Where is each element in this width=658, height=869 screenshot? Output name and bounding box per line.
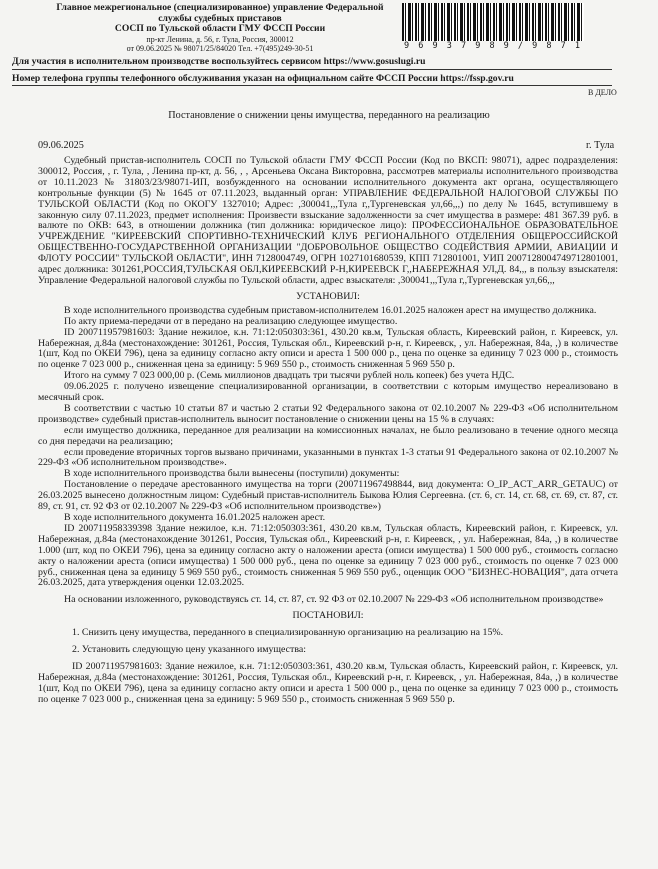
paragraph: Постановление о передаче арестованного имущества на торги (200711967498844, вид документа: O_IP_ACT_ARR_GETAUC) от 26.03.2025 вынесено должностным лицом: Судебный пристав-исполнитель Быкова Юлия Сергеевна. (ст. 6, ст. 14, ст. 68, ст. 69, ст. 87, ст. 89, ст. 91, ст. 92 ФЗ от 02.10.2007 № 229-ФЗ «Об исполнительном производстве») (38, 479, 618, 513)
outgoing-number: от 09.06.2025 № 98071/25/84020 Тел. +7(495)249-30-51 (126, 43, 314, 53)
document-body (38, 156, 618, 706)
document-date: 09.06.2025 (38, 140, 84, 151)
divider (12, 85, 612, 86)
ustanovil-heading: УСТАНОВИЛ: (296, 290, 360, 302)
divider (12, 69, 612, 70)
org-name-line2: службы судебных приставов (158, 12, 282, 24)
property-item: ID 200711957981603: Здание нежилое, к.н. 71:12:050303:361, 430.20 кв.м, Тульская область, Киреевский район, г. Киреевск, ул. Набережная, д.84а (местонахождение: 301261, Россия, Тульская обл., Киреевский р-н, г. Киреевск, , ул. Набережная, 84а, ,) в количестве 1(шт, Код по ОКЕИ 796), цена за единицу согласно акту описи и ареста 1 500 000 р., цена по оценке за единицу 7 023 000 р., стоимость по оценке 7 023 000 р., сниженная цена за единицу: 5 969 550 р., стоимость сниженная 5 969 550 р. (38, 660, 618, 705)
paragraph: По акту приема-передачи от в передано на реализацию следующее имущество. (64, 315, 398, 327)
gosuslugi-notice: Для участия в исполнительном производстве воспользуйтесь сервисом https://www.gosuslugi.ru (12, 56, 426, 67)
org-name-line3: СОСП по Тульской области ГМУ ФССП России (114, 23, 326, 34)
decision-item-2: 2. Установить следующую цену указанного имущества: (72, 644, 307, 656)
org-address: пр-кт Ленина, д. 56, г. Тула, Россия, 300012 (146, 34, 294, 44)
paragraph: если имущество должника, переданное для реализации на комиссионных началах, не было реализовано в течение одного месяца со дня передачи на реализацию; (38, 424, 618, 447)
issuer-header (40, 3, 400, 53)
paragraph: если проведение вторичных торгов вызвано причинами, указанными в пунктах 1-3 статьи 91 Федерального закона от 02.10.2007 № 229-ФЗ «Об исполнительном производстве». (38, 446, 618, 469)
paragraph: В ходе исполнительного производства были вынесены (поступили) документы: (64, 468, 400, 480)
property-item: ID 200711957981603: Здание нежилое, к.н. 71:12:050303:361, 430.20 кв.м, Тульская область, Киреевский район, г. Киреевск, ул. Набережная, д.84а (местонахождение: 301261, Россия, Тульская обл., Киреевский р-н, г. Киреевск, , ул. Набережная, 84а, ,) в количестве 1(шт, Код по ОКЕИ 796), цена за единицу согласно акту описи и ареста 1 500 000 р., цена по оценке за единицу 7 023 000 р., стоимость по оценке 7 023 000 р., сниженная цена за единицу: 5 969 550 р., стоимость сниженная 5 969 550 р. (38, 326, 618, 371)
paragraph: 09.06.2025 г. получено извещение специализированной организации, в соответствии с которым имущество нереализовано в месячный срок. (38, 381, 618, 404)
postanovil-heading: ПОСТАНОВИЛ: (292, 610, 364, 622)
intro-paragraph: Судебный пристав-исполнитель СОСП по Тульской области ГМУ ФССП России (Код по ВКСП: 98071), адрес подразделения: 300012, Россия, , г. Тула, , Ленина пр-кт, д. 56, , , Арсеньева Оксана Викторовна, рассмотрев материалы исполнительного производства от 10.11.2023 № 31803/23/98071-ИП, возбужденного на основании исполнительного документа акт органа, осуществляющего контрольные функции (5) № 1645 от 07.11.2023, выданный орган: УПРАВЛЕНИЕ ФЕДЕРАЛЬНОЙ НАЛОГОВОЙ СЛУЖБЫ ПО ТУЛЬСКОЙ ОБЛАСТИ (Код по ОКОГУ 1327010; Адрес: ,300041,,,Тула г,,Тургеневская ул,66,,,) по делу № 1645, вступившему в законную силу 07.11.2023, предмет исполнения: Произвести взыскание задолженности за счет имущества в размере: 481 367.39 руб. в валюте по ОКВ: 643, в отношении должника (тип должника: юридическое лицо): ПРОФЕССИОНАЛЬНОЕ ОБРАЗОВАТЕЛЬНОЕ УЧРЕЖДЕНИЕ "КИРЕЕВСКИЙ СПОРТИВНО-ТЕХНИЧЕСКИЙ КЛУБ РЕГИОНАЛЬНОГО ОТДЕЛЕНИЯ ОБЩЕРОССИЙСКОЙ ОБЩЕСТВЕННО-ГОСУДАРСТВЕННОЙ ОРГАНИЗАЦИИ "ДОБРОВОЛЬНОЕ ОБЩЕСТВО СОДЕЙСТВИЯ АРМИИ, АВИАЦИИ И ФЛОТУ РОССИИ" ТУЛЬСКОЙ ОБЛАСТИ", ИНН 7128004749, ОГРН 1027101680539, КПП 712801001, УИП 2007128004749712801001, адрес должника: 301261,РОССИЯ,ТУЛЬСКАЯ ОБЛ,КИРЕЕВСКИЙ Р-Н,КИРЕЕВСК Г,,НАБЕРЕЖНАЯ УЛ,Д. 84,,, в пользу взыскателя: Управление Федеральной налоговой службы по Тульской области, адрес взыскателя: ,300041,,,Тула г,,Тургеневская ул,66,,, (38, 155, 618, 286)
paragraph: В ходе исполнительного документа 16.01.2025 наложен арест. (64, 512, 326, 523)
paragraph: На основании изложенного, руководствуясь ст. 14, ст. 87, ст. 92 ФЗ от 02.10.2007 № 229-ФЗ «Об исполнительном производстве» (64, 594, 604, 606)
paragraph: Итого на сумму 7 023 000,00 р. (Семь миллионов двадцать три тысячи рублей ноль копеек) без учета НДС. (64, 370, 515, 382)
v-delo-label: В ДЕЛО (588, 88, 617, 97)
document-title: Постановление о снижении цены имущества, переданного на реализацию (168, 110, 490, 121)
phone-notice: Номер телефона группы телефонного обслуживания указан на официальном сайте ФССП России https://fssp.gov.ru (12, 73, 514, 84)
org-name-line1: Главное межрегиональное (специализированное) управление Федеральной (56, 2, 384, 13)
paragraph: В ходе исполнительного производства судебным приставом-исполнителем 16.01.2025 наложен арест на имущество должника. (64, 304, 597, 316)
paragraph: В соответствии с частью 10 статьи 87 и частью 2 статьи 92 Федерального закона от 02.10.2007 № 229-ФЗ «Об исполнительном производстве» судебный пристав-исполнитель выносит постановление о снижении цены на 15 % в случаях: (38, 402, 618, 425)
property-item: ID 200711958339398 Здание нежилое, к.н. 71:12:050303:361, 430.20 кв.м, Тульская область, Киреевский район, г. Киреевск, ул. Набережная, д.84а (местонахождение 301261, Россия, Тульская обл., Киреевский р-н, г. Киреевск, , ул. Набережная, 84а, ,) в количестве 1.000 (шт, код по ОКЕИ 796), цена за единицу согласно акту о наложении ареста (описи имущества) 1 500 000 руб., стоимость согласно акту о наложении ареста (описи имущества) 1 500 000 руб., цена по оценке за единицу 7 023 000 руб., стоимость по оценке 7 023 000 руб., сниженная цена за единицу 5 969 550 руб., стоимость сниженная 5 969 550 руб., оценщик ООО "БИЗНЕС-НОВАЦИЯ", дата отчета 26.03.2025, дата утверждения оценки 12.03.2025. (38, 522, 618, 589)
barcode-number: 9 6 9 3 7 9 8 9 / 9 8 7 1 (404, 41, 582, 51)
decision-item-1: 1. Снизить цену имущества, переданного в специализированную организацию на реализацию на 15%. (72, 627, 504, 639)
document-city: г. Тула (586, 140, 615, 151)
barcode-icon (402, 3, 584, 41)
